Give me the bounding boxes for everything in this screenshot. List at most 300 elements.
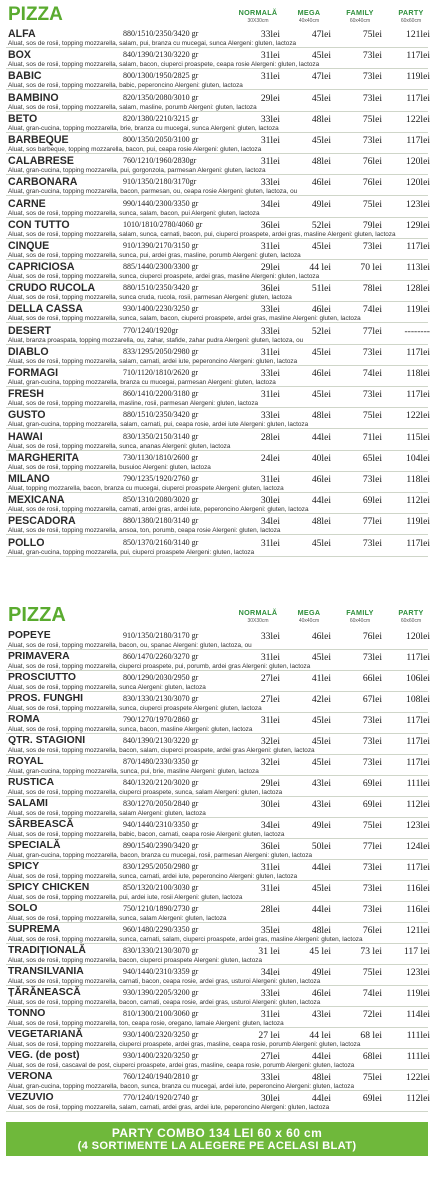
item-price: 33lei: [260, 29, 280, 40]
item-price: 33lei: [260, 631, 280, 642]
menu-item: [6, 176, 428, 197]
item-grams: 840/1320/2120/3020 gr: [123, 778, 199, 787]
item-price: 120lei: [406, 177, 430, 189]
col-party: [391, 8, 431, 24]
item-grams: 790/1270/1970/2860 gr: [123, 715, 199, 724]
item-line: [6, 155, 428, 167]
item-price: 76lei: [362, 177, 382, 189]
menu-item: [6, 630, 428, 651]
menu-item: [6, 388, 428, 409]
item-ingredients: Aluat, gran-cucina, topping mozzarella, branza cu mucegai, parmesan Alergeni: gluten, lactoza: [8, 379, 276, 386]
item-price: 34lei: [260, 198, 280, 210]
item-name: DIABLO: [8, 345, 49, 358]
pizza-list: [6, 28, 428, 558]
party-combo-banner: [6, 1122, 428, 1156]
menu-item: [6, 28, 428, 49]
menu-item: [6, 945, 428, 966]
item-price: 33lei: [260, 113, 280, 125]
item-ingredients: Aluat, sos de rosii, topping mozzarella, ciuperci proaspete, ardei gras, masline, ceapa rosie, porumb Alergeni: gluten, lactoza: [8, 1041, 361, 1048]
col-name: NORMALĂ: [238, 8, 278, 17]
item-name: SPICY: [8, 861, 40, 872]
item-price: 31lei: [260, 240, 280, 252]
item-price: 40lei: [311, 452, 331, 464]
item-name: FRESH: [8, 388, 44, 401]
item-price: 118lei: [406, 473, 430, 485]
item-price: 75lei: [362, 967, 382, 978]
item-ingredients: Aluat, sos de rosii, topping mozzarella, ton, ceapa rosie, oregano, lamaie Alergeni: gluten, lactoza: [8, 1020, 284, 1027]
item-line: [6, 537, 428, 549]
menu-page-2: [0, 596, 434, 1200]
row-divider: [6, 280, 428, 281]
row-divider: [6, 513, 428, 514]
item-price: 106lei: [406, 673, 430, 684]
row-divider: [6, 733, 428, 734]
item-name: BETO: [8, 112, 38, 125]
item-ingredients: Aluat, gran-cucina, topping mozzarella, bacon, branza cu mucegai, rosii, parmesan Alergeni: gluten, lactoza: [8, 852, 313, 859]
menu-item: [6, 861, 428, 882]
item-price: 73 lei: [360, 946, 382, 957]
item-price: 73lei: [362, 134, 382, 146]
item-price: 115lei: [406, 431, 430, 443]
item-price: 30lei: [260, 495, 280, 507]
item-price: 111lei: [406, 1030, 430, 1041]
item-name: CARBONARA: [8, 176, 78, 189]
item-price: 117lei: [406, 134, 430, 146]
item-price: 34lei: [260, 516, 280, 528]
menu-item: [6, 70, 428, 91]
item-price: 33lei: [260, 988, 280, 999]
item-price: 45lei: [311, 92, 331, 104]
item-price: 31lei: [260, 156, 280, 168]
row-divider: [6, 386, 428, 387]
row-divider: [6, 922, 428, 923]
item-price: 41lei: [311, 673, 331, 684]
menu-item: [6, 735, 428, 756]
item-price: 73lei: [362, 715, 382, 726]
item-price: 31lei: [260, 715, 280, 726]
row-divider: [6, 111, 428, 112]
menu-item: [6, 756, 428, 777]
item-ingredients: Aluat, gran-cucina, topping mozzarella, pui, ciuperci proaspete Alergeni: gluten, lactoza: [8, 548, 255, 556]
item-price: 114lei: [406, 1009, 430, 1020]
item-price: 73lei: [362, 389, 382, 401]
item-price: 123lei: [406, 967, 430, 978]
item-price: 112lei: [406, 799, 430, 810]
item-price: 48lei: [311, 1072, 331, 1083]
item-price: 50lei: [311, 841, 331, 852]
item-price: 45lei: [311, 389, 331, 401]
item-grams: 880/1510/2350/3420 gr: [123, 283, 199, 293]
menu-item: [6, 777, 428, 798]
col-name: FAMILY: [346, 608, 374, 617]
item-price: 79lei: [362, 219, 382, 231]
item-name: VEGETARIANĂ: [8, 1029, 83, 1040]
item-ingredients: Aluat, sos de rosii, topping mozzarella, ciuperci proaspete, pui, porumb, ardei gras Alergeni: gluten, lactoza: [8, 663, 311, 670]
item-ingredients: Aluat, sos de rosii, topping mozzarella, pui, ardei iute, rosii Alergeni: gluten, lactoza: [8, 894, 243, 901]
item-price: 73lei: [362, 71, 382, 83]
col-name: PARTY: [398, 8, 424, 17]
row-divider: [6, 880, 428, 881]
row-divider: [6, 450, 428, 451]
section-title: PIZZA: [8, 4, 63, 25]
col-mega: [289, 608, 329, 624]
item-ingredients: Aluat, sos de rosii, topping mozzarella, bacon, ciuperci proaspete Alergeni: gluten, lactoza: [8, 957, 262, 964]
item-line: [6, 303, 428, 315]
item-line: [6, 219, 428, 231]
item-price: 46lei: [311, 177, 331, 189]
item-line: [6, 346, 428, 358]
menu-item: [6, 840, 428, 861]
item-price: 45lei: [311, 537, 331, 549]
item-ingredients: Aluat, gran-cucina, topping mozzarella, pui, gorgonzola, parmesan Alergeni: gluten, lactoza: [8, 167, 266, 175]
item-price: 73lei: [362, 736, 382, 747]
row-divider: [6, 534, 428, 535]
item-grams: 880/1510/2350/3420 gr: [123, 410, 199, 420]
item-ingredients: Aluat, gran-cucina, topping mozzarella, salam, carnati, pui, ceapa rosie, ardei iute Alergeni: gluten, lactoza: [8, 421, 309, 429]
item-grams: 940/1440/2310/3350 gr: [123, 820, 199, 829]
item-price: 49lei: [311, 198, 331, 210]
item-price: 32lei: [260, 736, 280, 747]
item-line: [6, 924, 428, 936]
item-ingredients: Aluat, sos de rosii, topping mozzarella, sunca cruda, rucola, rosii, parmesan Alergeni: gluten, lactoza: [8, 294, 292, 302]
item-price: 44lei: [311, 862, 331, 873]
col-size: 60x60cm: [400, 618, 422, 624]
item-name: ALFA: [8, 28, 36, 40]
menu-item: [6, 261, 428, 282]
item-grams: 830/1295/2050/2980 gr: [123, 862, 199, 871]
item-ingredients: Aluat, sos de rosii, topping mozzarella, sunca, pui, ardei gras, masline, porumb Alergeni: gluten, lactoza: [8, 251, 301, 259]
item-grams: 830/1330/2130/3070 gr: [123, 694, 199, 703]
item-price: 68 lei: [360, 1030, 382, 1041]
item-price: 113lei: [406, 262, 430, 274]
item-price: 73lei: [362, 346, 382, 358]
section-header: [6, 596, 428, 630]
item-name: VERONA: [8, 1071, 53, 1082]
item-grams: 885/1440/2300/3300 gr: [123, 262, 199, 272]
item-grams: 840/1390/2130/3220 gr: [123, 50, 199, 60]
item-grams: 880/1510/2350/3420 gr: [123, 29, 199, 38]
item-grams: 800/1300/1950/2825 gr: [123, 71, 199, 81]
item-price: 68lei: [362, 1051, 382, 1062]
item-price: 52lei: [311, 219, 331, 231]
item-price: 117lei: [406, 715, 430, 726]
item-name: BARBEQUE: [8, 133, 69, 146]
item-price: 73lei: [362, 240, 382, 252]
item-grams: 833/1295/2050/2980 gr: [123, 346, 199, 356]
item-price: 119lei: [406, 516, 430, 528]
item-ingredients: Aluat, sos de rosii, topping mozzarella, busuioc Alergeni: gluten, lactoza: [8, 463, 211, 471]
row-divider: [6, 89, 428, 90]
item-grams: 730/1130/1810/2600 gr: [123, 452, 199, 462]
item-price: 75lei: [362, 1072, 382, 1083]
item-price: 31lei: [260, 537, 280, 549]
item-price: 75lei: [362, 820, 382, 831]
row-divider: [6, 407, 428, 408]
menu-item: [6, 924, 428, 945]
row-divider: [6, 428, 428, 429]
row-divider: [6, 670, 428, 671]
item-price: 33lei: [260, 325, 280, 337]
item-ingredients: Aluat, sos barbeque, topping mozzarella, bacon, pui, ceapa rosie Alergeni: gluten, lactoza: [8, 145, 262, 153]
row-divider: [6, 492, 428, 493]
item-price: 42lei: [311, 694, 331, 705]
row-divider: [6, 901, 428, 902]
item-price: 31lei: [260, 1009, 280, 1020]
item-ingredients: Aluat, sos de rosii, topping mozzarella, bacon, salam, ciuperci proaspete, ardei gras Alergeni: gluten, lactoza: [8, 747, 315, 754]
menu-item: [6, 903, 428, 924]
col-name: FAMILY: [346, 8, 374, 17]
item-price: 27 lei: [258, 1030, 280, 1041]
item-name: ROMA: [8, 714, 40, 725]
item-price: 31lei: [260, 473, 280, 485]
item-line: [6, 452, 428, 464]
item-line: [6, 819, 428, 831]
item-price: 44lei: [311, 431, 331, 443]
item-ingredients: Aluat, sos de rosii, topping mozzarella, sunca, carnati, ardei iute, peperoncino Alergeni: gluten, lactoza: [8, 873, 298, 880]
col-normala: [238, 608, 278, 624]
item-grams: 820/1380/2210/3215 gr: [123, 113, 199, 123]
item-price: 45lei: [311, 715, 331, 726]
menu-item: [6, 1071, 428, 1092]
item-ingredients: Aluat, sos de rosii, topping mozzarella, sunca, ananas Alergeni: gluten, lactoza: [8, 442, 231, 450]
row-divider: [6, 838, 428, 839]
item-ingredients: Aluat, sos de rosii, topping mozzarella, babic, bacon, carnati, ceapa rosie Alergeni: gluten, lactoza: [8, 831, 285, 838]
item-price: 75lei: [362, 113, 382, 125]
item-price: 111lei: [406, 1051, 430, 1062]
item-price: 65lei: [362, 452, 382, 464]
item-price: 46lei: [311, 988, 331, 999]
menu-item: [6, 714, 428, 735]
menu-item: [6, 303, 428, 324]
row-divider: [6, 859, 428, 860]
item-ingredients: Aluat, sos de rosii, topping mozzarella, sunca, ciuperci proaspete, ardei gras, masline Alergeni: gluten, lactoza: [8, 273, 320, 281]
item-ingredients: Aluat, sos de rosii, topping mozzarella, carnati, bacon, ceapa rosie, ardei gras, usturoi Alergeni: gluten, lactoza: [8, 978, 321, 985]
pizza-section-2: [0, 596, 434, 1113]
item-name: CALABRESE: [8, 155, 74, 168]
item-ingredients: Aluat, sos de rosii, topping mozzarella, sunca, salam, bacon, pui Alergeni: gluten, lactoza: [8, 209, 260, 217]
row-divider: [6, 174, 428, 175]
menu-item: [6, 282, 428, 303]
item-price: 44 lei: [309, 1030, 331, 1041]
item-price: 33lei: [260, 410, 280, 422]
item-line: [6, 651, 428, 663]
item-name: PROS. FUNGHI: [8, 693, 84, 704]
pizza-section-1: [0, 0, 434, 558]
item-price: 123lei: [406, 198, 430, 210]
row-divider: [6, 1027, 428, 1028]
item-grams: 770/1240/1920gr: [123, 325, 179, 335]
menu-item: [6, 515, 428, 536]
item-ingredients: Aluat, sos de rosii, topping mozzarella, salam Alergeni: gluten, lactoza: [8, 810, 206, 817]
item-grams: 850/1370/2160/3140 gr: [123, 537, 199, 547]
item-price: 111lei: [406, 778, 430, 789]
item-price: 73lei: [362, 883, 382, 894]
item-price: 117lei: [406, 346, 430, 358]
menu-item: [6, 672, 428, 693]
item-price: 30lei: [260, 799, 280, 810]
item-price: 117lei: [406, 389, 430, 401]
item-price: 24lei: [260, 452, 280, 464]
item-grams: 840/1390/2130/3220 gr: [123, 736, 199, 745]
item-price: 117lei: [406, 92, 430, 104]
item-price: 123lei: [406, 820, 430, 831]
item-price: 117 lei: [403, 946, 430, 957]
menu-item: [6, 1008, 428, 1029]
row-divider: [6, 1111, 428, 1112]
item-price: 43lei: [311, 799, 331, 810]
item-line: [6, 945, 428, 957]
item-name: MARGHERITA: [8, 451, 80, 464]
item-ingredients: Aluat, sos de rosii, topping mozzarella, ciuperci proaspete, sunca, salam Alergeni: gluten, lactoza: [8, 789, 283, 796]
row-divider: [6, 1006, 428, 1007]
item-ingredients: Aluat, sos de rosii, cascaval de post, ciuperci proaspete, ardei gras, masline, ceapa rosie, porumb Alergeni: gluten, lactoza: [8, 1062, 355, 1069]
item-line: [6, 198, 428, 210]
item-price: 129lei: [406, 219, 430, 231]
item-grams: 910/1350/2180/3170 gr: [123, 631, 199, 640]
item-price: 47lei: [311, 71, 331, 83]
item-price: 27lei: [260, 673, 280, 684]
item-line: [6, 735, 428, 747]
col-size: 30X30cm: [247, 18, 269, 24]
item-price: 117lei: [406, 240, 430, 252]
item-price: 74lei: [362, 988, 382, 999]
section-header: [6, 0, 428, 28]
item-line: [6, 777, 428, 789]
col-size: 40x40cm: [298, 18, 320, 24]
item-price: 34lei: [260, 967, 280, 978]
item-price: 34lei: [260, 820, 280, 831]
menu-item: [6, 1092, 428, 1113]
item-name: MEXICANA: [8, 494, 65, 507]
row-divider: [6, 365, 428, 366]
item-name: CARNE: [8, 197, 46, 210]
item-grams: 910/1350/2180/3170gr: [123, 177, 197, 187]
item-grams: 860/1470/2260/3270 gr: [123, 652, 199, 661]
item-price: 31lei: [260, 652, 280, 663]
item-ingredients: Aluat, sos de rosii, topping mozzarella, masline, rosii, parmesan Alergeni: gluten, lactoza: [8, 400, 259, 408]
menu-item: [6, 651, 428, 672]
row-divider: [6, 964, 428, 965]
item-line: [6, 630, 428, 642]
item-price: 45lei: [311, 736, 331, 747]
item-grams: 930/1400/2230/3250 gr: [123, 304, 199, 314]
item-line: [6, 1029, 428, 1041]
item-price: 36lei: [260, 841, 280, 852]
item-price: 31lei: [260, 883, 280, 894]
item-price: 48lei: [311, 410, 331, 422]
item-price: 29lei: [260, 262, 280, 274]
item-ingredients: Aluat, sos de rosii, topping mozzarella, salam, pui, branza cu mucegai, sunca Alergeni: gluten, lactoza: [8, 40, 297, 47]
item-name: RUSTICA: [8, 777, 55, 788]
row-divider: [6, 471, 428, 472]
item-grams: 810/1300/2100/3060 gr: [123, 1009, 199, 1018]
item-price: 73lei: [362, 652, 382, 663]
item-price: 104lei: [406, 452, 430, 464]
item-grams: 860/1410/2200/3180 gr: [123, 389, 199, 399]
col-name: NORMALĂ: [238, 608, 278, 617]
item-line: [6, 473, 428, 485]
item-price: 44 lei: [309, 262, 331, 274]
item-price: 112lei: [406, 1093, 430, 1104]
pizza-list: [6, 630, 428, 1113]
item-price: 31lei: [260, 346, 280, 358]
item-price: 128lei: [406, 283, 430, 295]
item-name: SUPREMA: [8, 924, 60, 935]
item-price: 31lei: [260, 71, 280, 83]
item-name: BOX: [8, 49, 31, 62]
item-price: 73lei: [362, 904, 382, 915]
item-ingredients: Aluat, sos de rosii, topping mozzarella, carnati, ardei gras, ardei iute, peperoncino Alergeni: gluten, lactoza: [8, 506, 309, 514]
item-price: 72lei: [362, 1009, 382, 1020]
item-price: 31lei: [260, 50, 280, 62]
item-price: 73lei: [362, 473, 382, 485]
item-line: [6, 798, 428, 810]
item-price: 75lei: [362, 29, 382, 40]
item-name: DELLA CASSA: [8, 303, 83, 316]
item-line: [6, 1050, 428, 1062]
col-size: 60x40cm: [349, 18, 371, 24]
item-name: GUSTO: [8, 409, 46, 422]
col-normala: [238, 8, 278, 24]
col-name: MEGA: [297, 8, 321, 17]
item-name: FORMAGI: [8, 367, 59, 379]
menu-item: [6, 325, 428, 346]
item-line: [6, 515, 428, 527]
item-line: [6, 714, 428, 726]
item-line: [6, 987, 428, 999]
item-price: 66lei: [362, 673, 382, 684]
item-name: BABIC: [8, 70, 42, 83]
item-line: [6, 672, 428, 684]
item-price: 69lei: [362, 495, 382, 507]
item-price: 119lei: [406, 71, 430, 83]
item-line: [6, 92, 428, 104]
row-divider: [6, 1069, 428, 1070]
menu-item: [6, 431, 428, 452]
item-ingredients: Aluat, topping mozzarella, bacon, branza cu mucegai, ciuperci proaspete Alergeni: gluten, lactoza: [8, 484, 284, 492]
item-price: 108lei: [406, 694, 430, 705]
item-price: 117lei: [406, 652, 430, 663]
item-name: CAPRICIOSA: [8, 261, 75, 274]
menu-item: [6, 346, 428, 367]
menu-item: [6, 987, 428, 1008]
item-price: 31lei: [260, 862, 280, 873]
row-divider: [6, 754, 428, 755]
item-name: SPICY CHICKEN: [8, 882, 90, 893]
row-divider: [6, 649, 428, 650]
item-line: [6, 861, 428, 873]
item-price: 48lei: [311, 113, 331, 125]
item-price: 48lei: [311, 516, 331, 528]
item-line: [6, 409, 428, 421]
row-divider: [6, 817, 428, 818]
col-name: MEGA: [297, 608, 321, 617]
section-title: PIZZA: [8, 604, 66, 626]
item-name: SOLO: [8, 903, 38, 914]
item-line: [6, 28, 428, 40]
item-price: 76lei: [362, 156, 382, 168]
item-name: BAMBINO: [8, 91, 59, 104]
menu-item: [6, 494, 428, 515]
item-price: 73lei: [362, 862, 382, 873]
menu-item: [6, 473, 428, 494]
item-price: 31lei: [260, 389, 280, 401]
item-grams: 940/1440/2310/3359 gr: [123, 967, 199, 976]
item-name: TRANSILVANIA: [8, 966, 84, 977]
item-price: 43lei: [311, 1009, 331, 1020]
item-ingredients: Aluat, gran-cucina, topping mozzarella, bacon, sunca, branza cu mucegai, ardei iute, peperoncino Alergeni: gluten, lactoza: [8, 1083, 355, 1090]
item-price: 121lei: [406, 925, 430, 936]
